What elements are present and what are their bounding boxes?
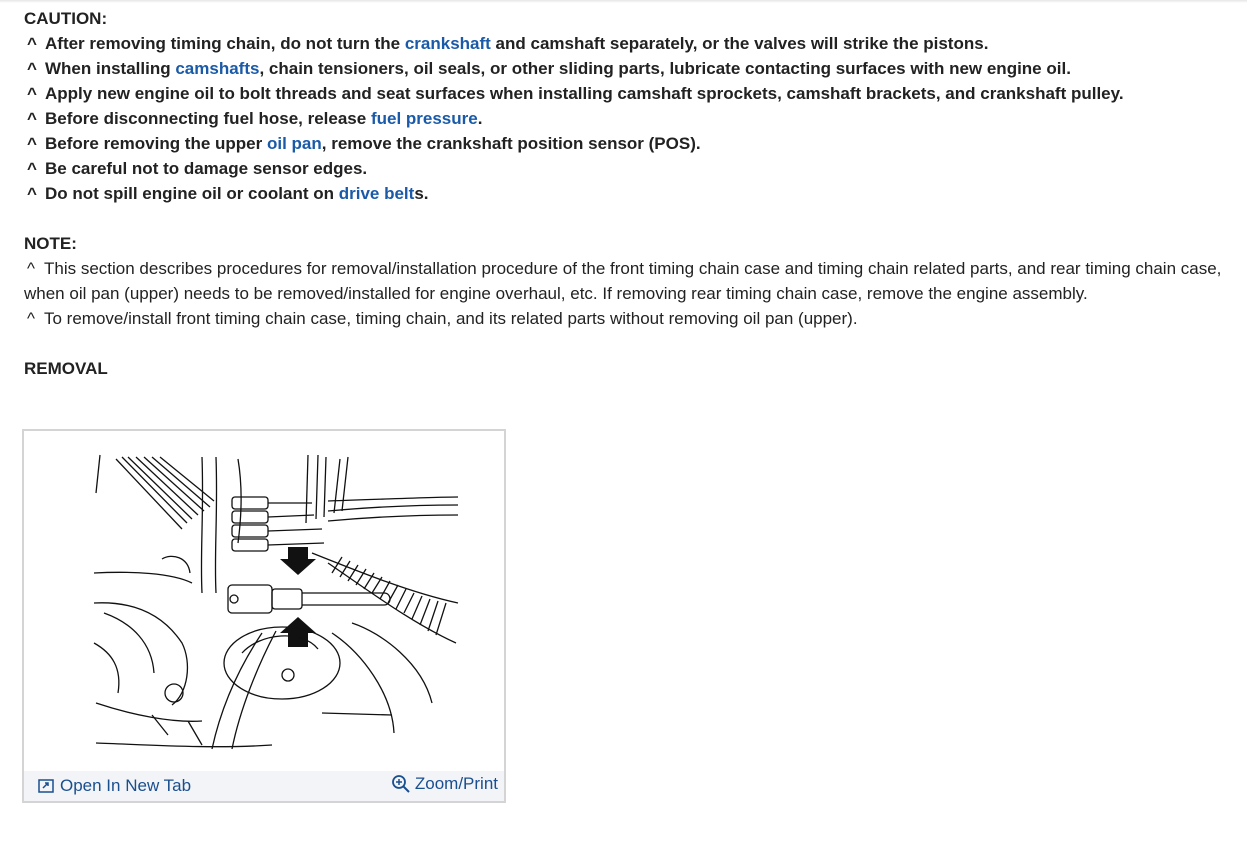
caution-item: ^ Before disconnecting fuel hose, release fuel pressure. (27, 109, 483, 128)
open-new-tab-icon (38, 779, 54, 793)
caution-item: ^ Before removing the upper oil pan, remove the crankshaft position sensor (POS). (27, 134, 701, 153)
link-crankshaft[interactable]: crankshaft (404, 34, 491, 53)
zoom-icon (391, 774, 411, 794)
link-camshafts[interactable]: camshafts (175, 59, 260, 78)
document-content (24, 6, 1239, 381)
note-item: ^ To remove/install front timing chain case, timing chain, and its related parts without removing oil pan (upper). (27, 309, 858, 328)
removal-heading: REMOVAL (24, 359, 108, 378)
link-drive-belt[interactable]: drive belt (338, 184, 415, 203)
open-new-tab-label: Open In New Tab (60, 776, 192, 795)
caution-item: ^ Apply new engine oil to bolt threads and seat surfaces when installing camshaft sprockets, camshaft brackets, and crankshaft pulley. (27, 84, 1124, 103)
figure-container (22, 429, 506, 803)
zoom-print-button[interactable] (391, 774, 498, 794)
top-shadow (0, 0, 1247, 3)
engine-illustration (92, 453, 460, 753)
link-oil-pan[interactable]: oil pan (266, 134, 322, 153)
zoom-print-label: Zoom/Print (414, 774, 498, 793)
caution-item: ^ After removing timing chain, do not turn the crankshaft and camshaft separately, or the valves will strike the pistons. (27, 34, 989, 53)
link-fuel-pressure[interactable]: fuel pressure (370, 109, 478, 128)
open-new-tab-button[interactable] (38, 776, 191, 796)
note-item: ^ This section describes procedures for removal/installation procedure of the front timing chain case and timing chain related parts, and rear timing chain case, when oil pan (upper) needs to be removed/installed for engine overhaul, etc. If removing rear timing chain case, remove the engine assembly. (24, 259, 1222, 303)
caution-heading: CAUTION: (24, 9, 108, 28)
caution-item: ^ Be careful not to damage sensor edges. (27, 159, 368, 178)
figure-toolbar (24, 771, 504, 801)
note-heading: NOTE: (24, 234, 77, 253)
caution-item: ^ When installing camshafts, chain tensioners, oil seals, or other sliding parts, lubricate contacting surfaces with new engine oil. (27, 59, 1071, 78)
caution-item: ^ Do not spill engine oil or coolant on drive belts. (27, 184, 429, 203)
